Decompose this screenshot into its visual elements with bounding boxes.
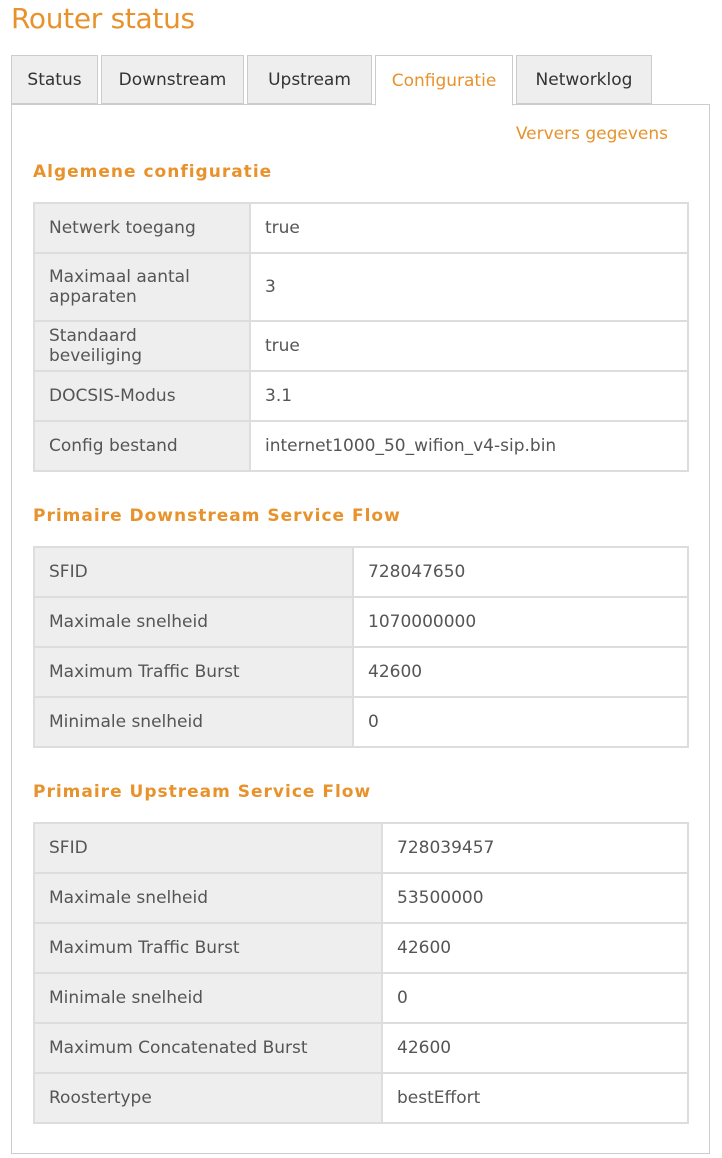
row-value: 0 [353,697,688,747]
table-row [34,1023,688,1073]
table-row [34,371,688,421]
row-value: 42600 [353,647,688,697]
row-value: 728047650 [353,547,688,597]
row-value: 3 [250,253,688,321]
config-panel [11,104,710,1154]
tab-upstream[interactable]: Upstream [247,55,372,104]
table-row [34,253,688,321]
row-value: 3.1 [250,371,688,421]
tab-bar [11,55,652,106]
row-value: 1070000000 [353,597,688,647]
row-label: Config bestand [34,421,250,471]
tab-configuratie[interactable]: Configuratie [375,55,513,106]
row-value: true [250,321,688,371]
section-title-general: Algemene configuratie [33,162,273,182]
upstream-flow-table [33,822,689,1124]
table-row [34,647,688,697]
table-row [34,1073,688,1123]
refresh-link[interactable]: Ververs gegevens [515,124,668,144]
table-row [34,203,688,253]
row-value: internet1000_50_wifion_v4-sip.bin [250,421,688,471]
section-title-downstream: Primaire Downstream Service Flow [33,506,401,526]
row-label: Maximum Traffic Burst [34,923,382,973]
row-label: Netwerk toegang [34,203,250,253]
table-row [34,547,688,597]
row-label: Maximale snelheid [34,597,353,647]
table-row [34,973,688,1023]
row-label: Maximum Concatenated Burst [34,1023,382,1073]
row-label: Maximale snelheid [34,873,382,923]
tab-status[interactable]: Status [11,55,98,104]
row-value: 728039457 [382,823,688,873]
row-label: SFID [34,547,353,597]
row-value: bestEffort [382,1073,688,1123]
table-row [34,421,688,471]
table-row [34,597,688,647]
row-label: Minimale snelheid [34,697,353,747]
row-value: true [250,203,688,253]
table-row [34,873,688,923]
row-value: 42600 [382,1023,688,1073]
row-label: Roostertype [34,1073,382,1123]
row-value: 0 [382,973,688,1023]
row-label: Minimale snelheid [34,973,382,1023]
general-config-table [33,202,689,472]
row-value: 53500000 [382,873,688,923]
row-label: Standaard beveiliging [34,321,250,371]
tab-downstream[interactable]: Downstream [101,55,244,104]
table-row [34,697,688,747]
table-row [34,321,688,371]
row-label: DOCSIS-Modus [34,371,250,421]
tab-networklog[interactable]: Networklog [516,55,652,104]
row-label: Maximaal aantal apparaten [34,253,250,321]
table-row [34,923,688,973]
row-value: 42600 [382,923,688,973]
downstream-flow-table [33,546,689,748]
page-title: Router status [11,2,195,35]
section-title-upstream: Primaire Upstream Service Flow [33,782,372,802]
row-label: Maximum Traffic Burst [34,647,353,697]
table-row [34,823,688,873]
row-label: SFID [34,823,382,873]
